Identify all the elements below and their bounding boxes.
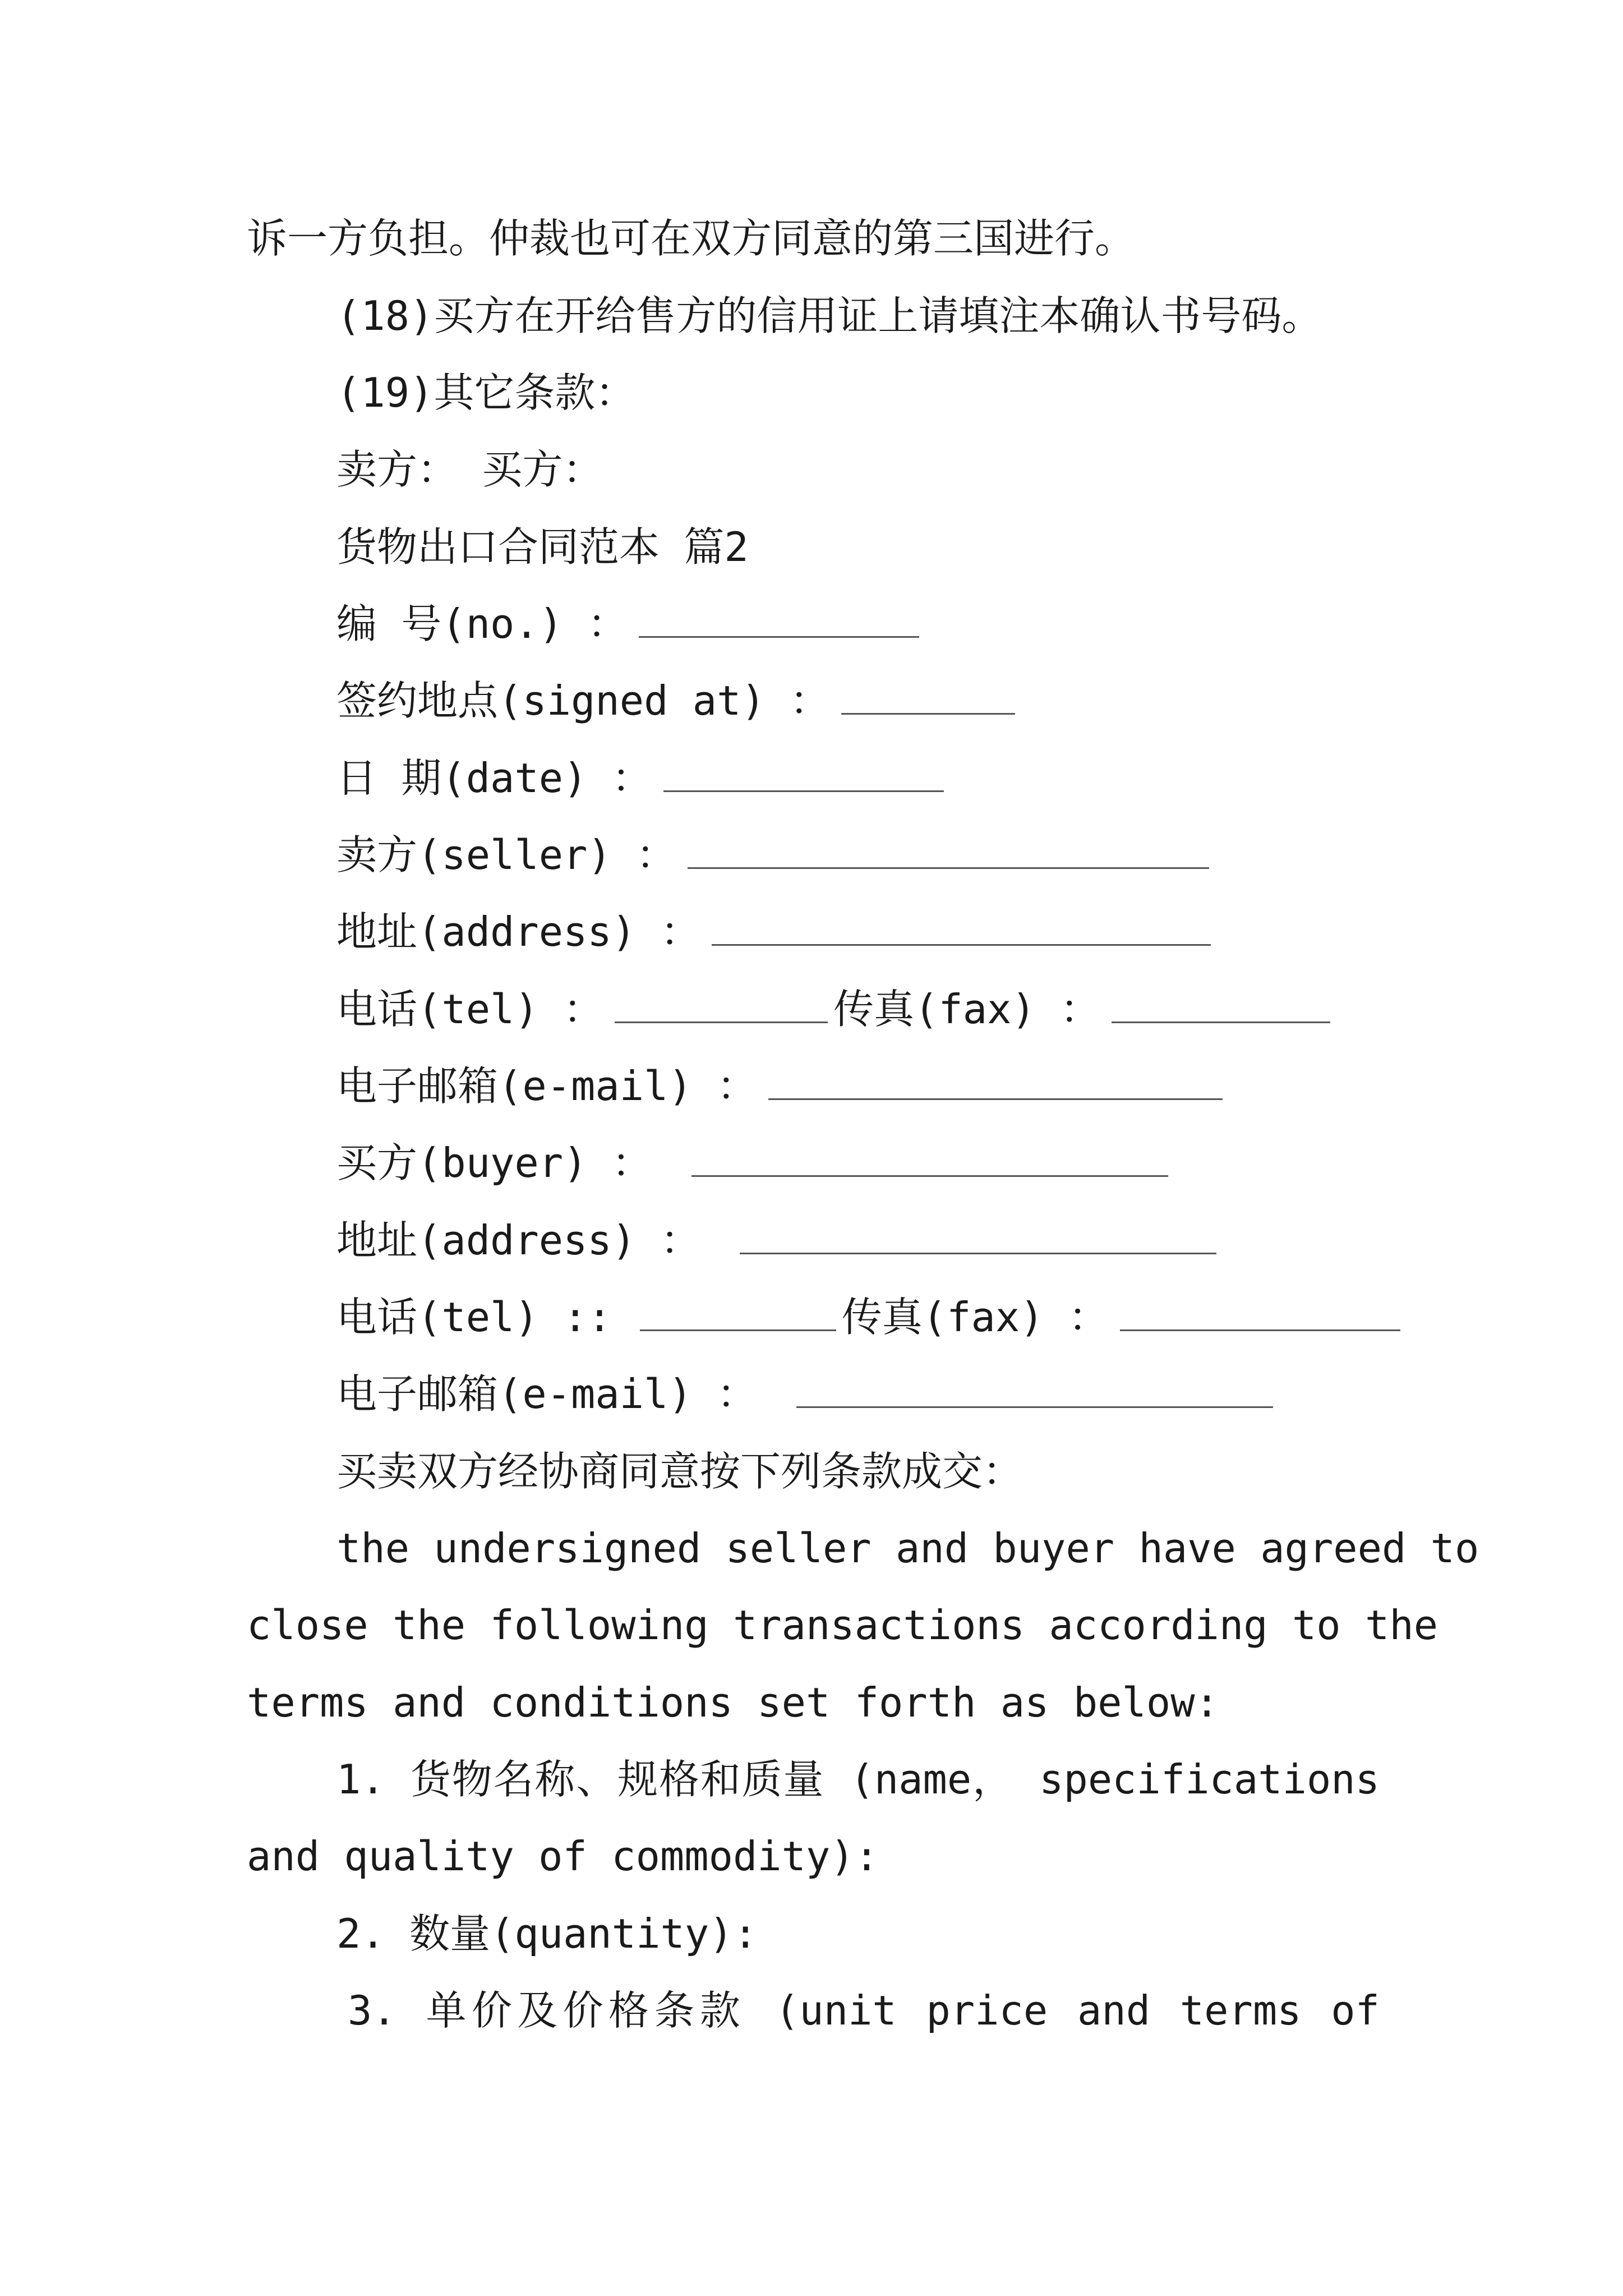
buyer-blank[interactable] [691, 1142, 1168, 1177]
form-row-buyer-tel-fax [336, 1286, 1400, 1348]
field-label: 卖方(seller) ： [336, 831, 677, 878]
field-label: 电子邮箱(e-mail) ： [336, 1370, 758, 1418]
seller-tel-blank[interactable] [615, 988, 828, 1023]
seller-fax-blank[interactable] [1112, 988, 1330, 1023]
field-label: 电话(tel) ： [336, 986, 604, 1033]
item-3: 3. 单价及价格条款 (unit price and terms of [348, 1987, 1380, 2034]
agreement-intro: 买卖双方经协商同意按下列条款成交： [336, 1448, 1023, 1495]
paragraph-text: 诉一方负担。仲裁也可在双方同意的第三国进行。 [247, 215, 1136, 262]
text-line [336, 285, 1322, 347]
seller-blank[interactable] [688, 834, 1209, 869]
section-heading [336, 516, 749, 578]
form-row-buyer-address [336, 1209, 1216, 1271]
text-line [247, 1672, 1219, 1733]
english-intro: the undersigned seller and buyer have agreed to [336, 1525, 1479, 1572]
text-line [336, 439, 603, 500]
date-blank[interactable] [663, 757, 944, 792]
field-label: 买方(buyer) ： [336, 1139, 652, 1186]
field-label: 编 号(no.) ： [336, 600, 628, 647]
form-row-buyer-email [336, 1363, 1273, 1425]
field-label: 电话(tel) :: [336, 1294, 612, 1341]
text-line [336, 1441, 1023, 1502]
signature-labels: 卖方： 买方： [336, 446, 603, 493]
item-2: 2. 数量(quantity): [336, 1910, 758, 1957]
form-row-buyer [336, 1132, 1168, 1194]
buyer-address-blank[interactable] [740, 1219, 1216, 1254]
field-label: 签约地点(signed at) ： [336, 677, 831, 724]
text-line [247, 208, 1135, 269]
english-intro: close the following transactions according to the [247, 1602, 1438, 1649]
number-blank[interactable] [639, 602, 919, 638]
text-line [348, 1980, 1380, 2041]
field-label: 地址(address) ： [336, 1217, 701, 1264]
seller-address-blank[interactable] [712, 910, 1211, 946]
field-label: 传真(fax) ： [833, 986, 1101, 1033]
seller-email-blank[interactable] [768, 1065, 1223, 1100]
form-row-seller-address [336, 901, 1211, 963]
text-line [336, 1903, 758, 1964]
form-row-signed-at [336, 670, 1015, 731]
field-label: 传真(fax) ： [841, 1294, 1109, 1341]
form-row-seller-email [336, 1055, 1223, 1117]
text-line [336, 362, 635, 424]
form-row-date [336, 747, 944, 809]
english-intro: terms and conditions set forth as below: [247, 1679, 1219, 1726]
form-row-number [336, 593, 919, 655]
buyer-tel-blank[interactable] [640, 1296, 836, 1331]
text-line [247, 1594, 1438, 1656]
field-label: 电子邮箱(e-mail) ： [336, 1062, 758, 1110]
text-line [336, 1517, 1479, 1579]
section-title: 货物出口合同范本 篇2 [336, 523, 749, 570]
buyer-email-blank[interactable] [796, 1373, 1273, 1408]
form-row-seller [336, 824, 1209, 886]
buyer-fax-blank[interactable] [1120, 1296, 1400, 1331]
clause-19: (19)其它条款： [336, 369, 636, 416]
signed-at-blank[interactable] [841, 679, 1015, 715]
clause-18: (18)买方在开给售方的信用证上请填注本确认书号码。 [336, 292, 1322, 339]
field-label: 日 期(date) ： [336, 754, 652, 802]
text-line [336, 1749, 1380, 1810]
item-1: 1. 货物名称、规格和质量 (name， specifications [336, 1756, 1380, 1803]
form-row-seller-tel-fax [336, 978, 1330, 1040]
item-1-cont: and quality of commodity): [247, 1833, 879, 1880]
text-line [247, 1825, 879, 1887]
field-label: 地址(address) ： [336, 908, 701, 955]
